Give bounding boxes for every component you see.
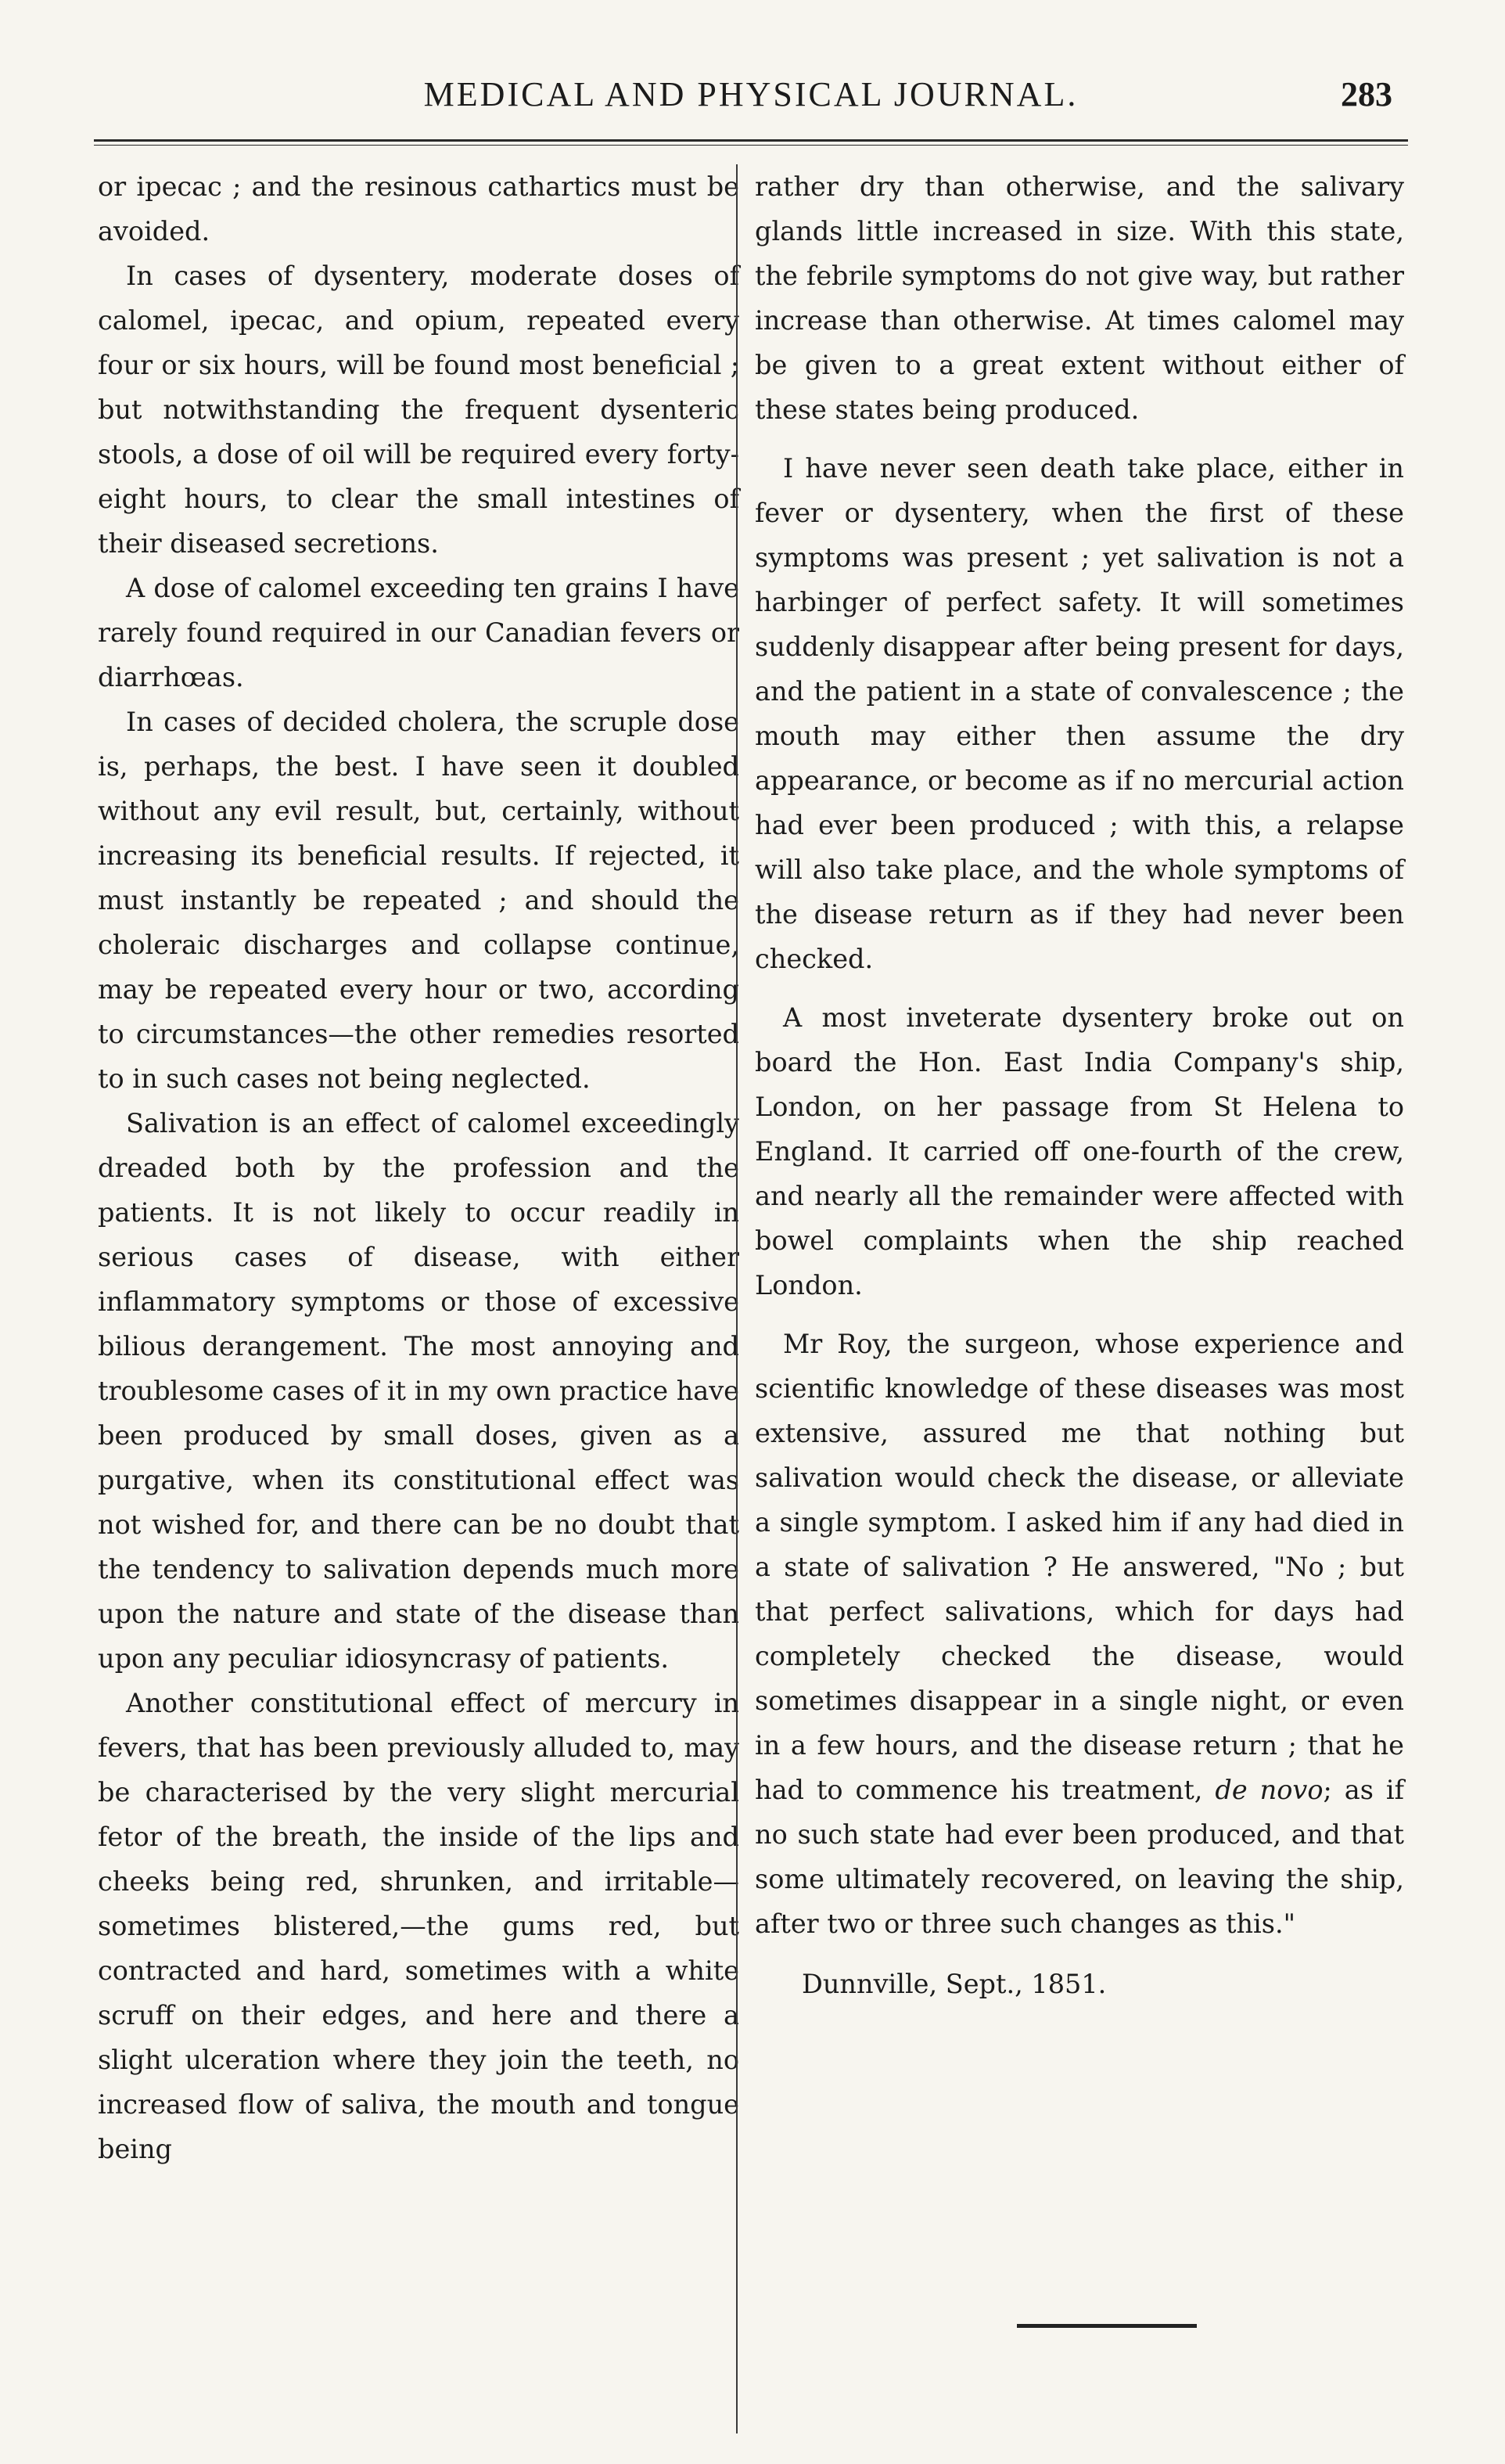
paragraph-text: Mr Roy, the surgeon, whose experience and scientific knowledge of these diseases was most extensive, assured me that nothing but salivation would check the disease, or alleviate a single symptom. I asked him if any had died in a state of salivation ? He answered, "No ; but that perfect salivations, which for days had completely checked the disease, would sometimes disappear in a single night, or even in a few hours, and the disease return ; that he had to commence his treatment, [755,1329,1404,1805]
paragraph: A dose of calomel exceeding ten grains I have rarely found required in our Canadian fevers or diarrhœas. [98,573,739,692]
page-number: 283 [1341,75,1392,113]
paragraph: Another constitutional effect of mercury in fevers, that has been previously alluded to, may be characterised by the very slight mercurial fetor of the breath, the inside of the lips and cheeks being red, shrunken, and irritable—sometimes blistered,—the gums red, but contracted and hard, sometimes with a white scruff on their edges, and here and there a slight ulceration where they join the teeth, no increased flow of saliva, the mouth and tongue being [98,1688,739,2164]
paragraph: Salivation is an effect of calomel exceedingly dreaded both by the profession and the patients. It is not likely to occur readily in serious cases of disease, with either inflammatory symptoms or those of excessive bilious derangement. The most annoying and troublesome cases of it in my own practice have been produced by small doses, given as a purgative, when its constitutional effect was not wished for, and there can be no doubt that the tendency to salivation depends much more upon the nature and state of the disease than upon any peculiar idiosyncrasy of patients. [98,1108,739,1674]
end-rule [1017,2324,1197,2328]
paragraph: In cases of dysentery, moderate doses of calomel, ipecac, and opium, repeated every four or six hours, will be found most beneficial ; but notwithstanding the frequent dysenteric stools, a dose of oil will be required every forty-eight hours, to clear the small intestines of their diseased secretions. [98,261,739,559]
running-title: MEDICAL AND PHYSICAL JOURNAL. [423,75,1079,113]
dateline: Dunnville, Sept., 1851. [802,1969,1107,1999]
right-column [755,164,1404,2006]
latin-phrase: de novo [1215,1775,1324,1805]
paragraph-text: ; as if no such state had ever been produced, and that some ultimately recovered, on leaving the ship, after two or three such changes as this." [755,1775,1404,1939]
paragraph: rather dry than otherwise, and the salivary glands little increased in size. With this state, the febrile symptoms do not give way, but rather increase than otherwise. At times calomel may be given to a great extent without either of these states being produced. [755,171,1404,425]
paragraph: I have never seen death take place, either in fever or dysentery, when the first of these symptoms was present ; yet salivation is not a harbinger of perfect safety. It will sometimes suddenly disappear after being present for days, and the patient in a state of convalescence ; the mouth may either then assume the dry appearance, or become as if no mercurial action had ever been produced ; with this, a relapse will also take place, and the whole symptoms of the disease return as if they had never been checked. [755,453,1404,974]
paragraph: or ipecac ; and the resinous cathartics must be avoided. [98,171,739,246]
header-rule [94,139,1408,146]
paragraph [755,1322,1404,1946]
paragraph: In cases of decided cholera, the scruple dose is, perhaps, the best. I have seen it doubled without any evil result, but, certainly, without increasing its beneficial results. If rejected, it must instantly be repeated ; and should the choleraic discharges and collapse continue, may be repeated every hour or two, according to circumstances—the other remedies resorted to in such cases not being neglected. [98,707,739,1094]
left-column [98,164,739,2171]
page-header [94,74,1408,129]
paragraph: A most inveterate dysentery broke out on board the Hon. East India Company's ship, London, on her passage from St Helena to England. It carried off one-fourth of the crew, and nearly all the remainder were affected with bowel complaints when the ship reached London. [755,1002,1404,1300]
column-divider [736,164,738,2433]
